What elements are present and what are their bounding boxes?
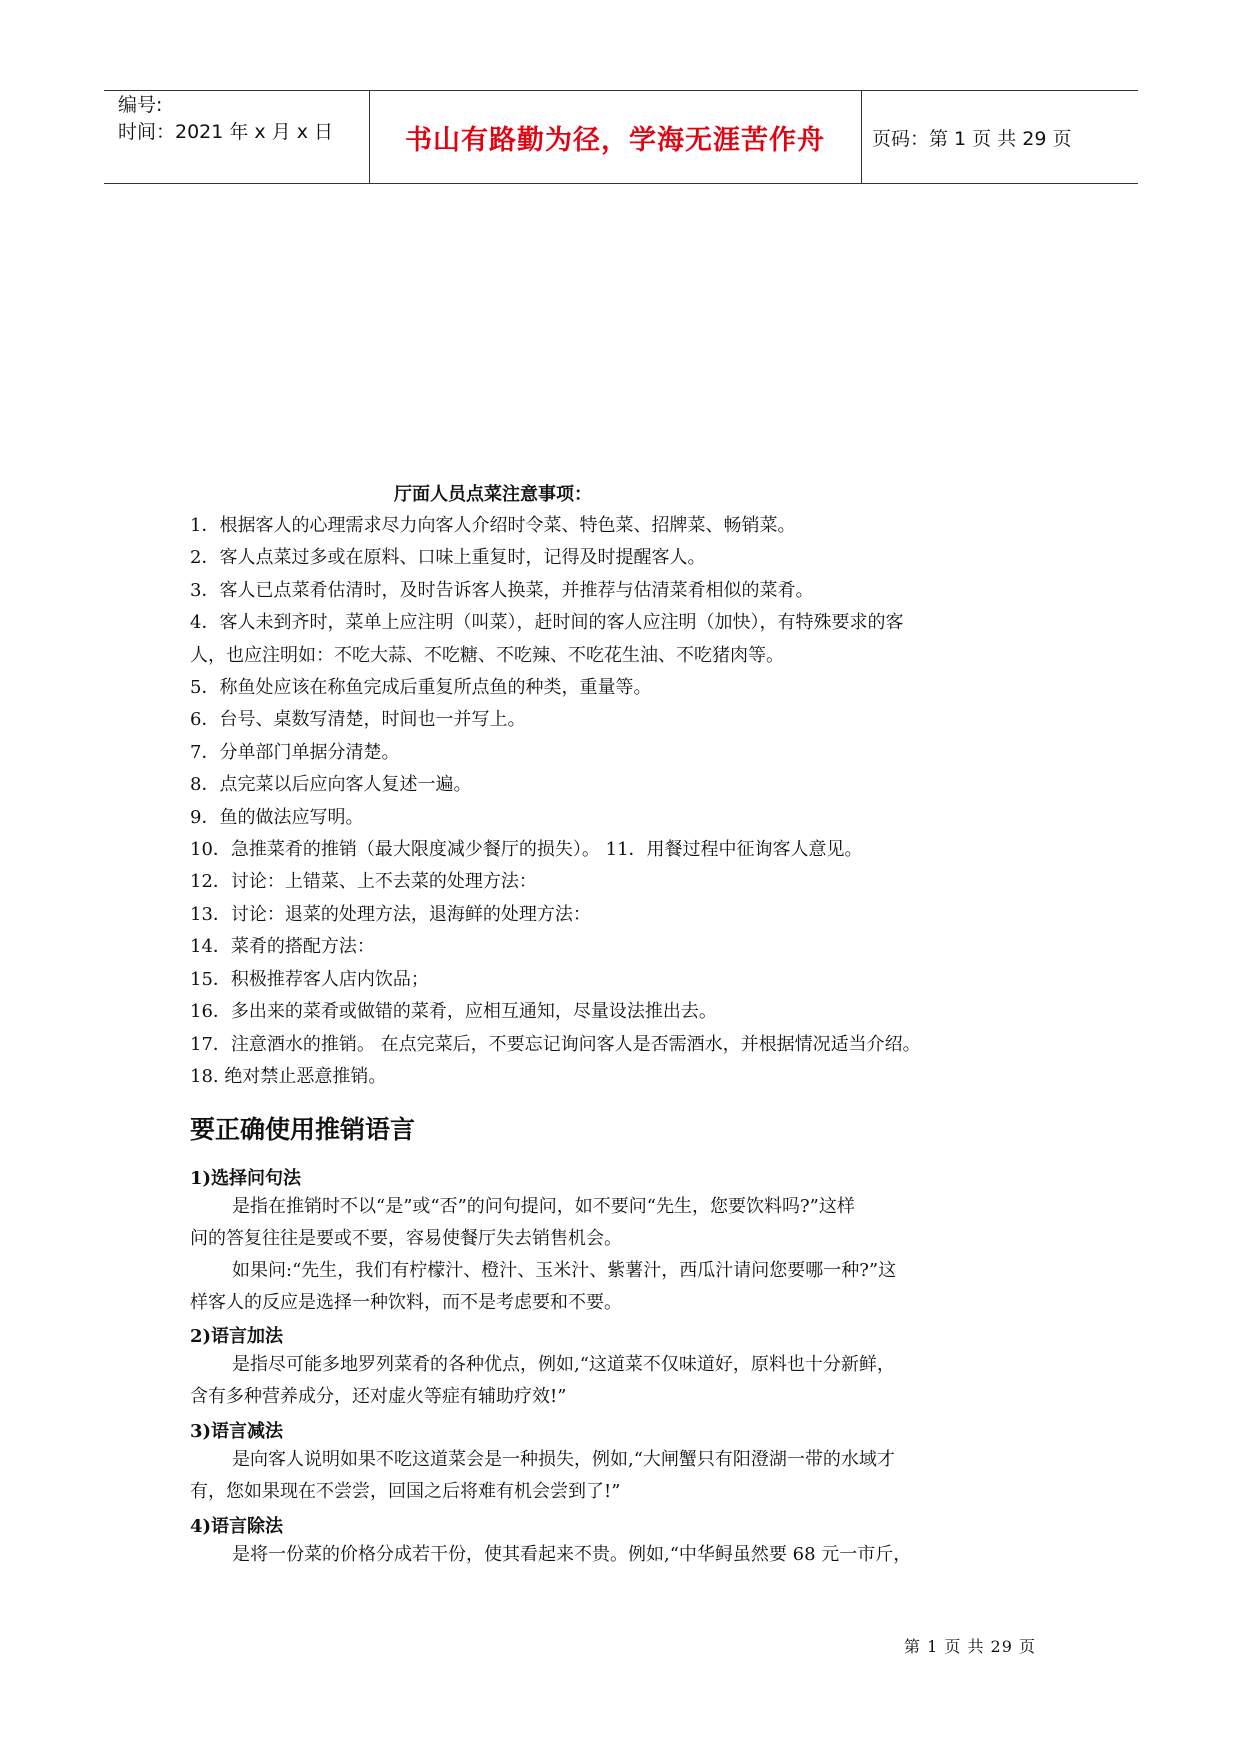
list-item: 17．注意酒水的推销。 在点完菜后，不要忘记询问客人是否需酒水，并根据情况适当介绍。 bbox=[190, 1033, 921, 1055]
list-item: 14．菜肴的搭配方法： bbox=[190, 936, 375, 958]
header-top-rule bbox=[104, 90, 1138, 91]
subsection-body-choice-question bbox=[190, 1191, 1070, 1319]
list-item: 6．台号、桌数写清楚，时间也一并写上。 bbox=[190, 709, 526, 731]
paragraph-line: 是向客人说明如果不吃这道菜会是一种损失，例如,“大闸蟹只有阳澄湖一带的水域才 bbox=[232, 1449, 895, 1470]
subsection-body-division bbox=[190, 1539, 1070, 1571]
list-item: 2．客人点菜过多或在原料、口味上重复时，记得及时提醒客人。 bbox=[190, 547, 706, 569]
paragraph-line: 是指在推销时不以“是”或“否”的问句提问，如不要问“先生，您要饮料吗?”这样 bbox=[232, 1196, 855, 1217]
list-item: 7．分单部门单据分清楚。 bbox=[190, 741, 400, 763]
subsection-body-subtraction bbox=[190, 1444, 1070, 1508]
header-page-number: 页码：第 1 页 共 29 页 bbox=[872, 128, 1072, 150]
paragraph-line: 含有多种营养成分，还对虚火等症有辅助疗效!” bbox=[190, 1386, 567, 1407]
paragraph-line: 样客人的反应是选择一种饮料，而不是考虑要和不要。 bbox=[190, 1292, 622, 1313]
subsection-heading-subtraction: 3)语言减法 bbox=[190, 1421, 284, 1442]
subsection-heading-division: 4)语言除法 bbox=[190, 1516, 284, 1537]
list-item: 4．客人未到齐时，菜单上应注明（叫菜），赶时间的客人应注明（加快），有特殊要求的客 bbox=[190, 612, 904, 634]
list-item: 8．点完菜以后应向客人复述一遍。 bbox=[190, 774, 472, 796]
document-time-label: 时间：2021 年 x 月 x 日 bbox=[118, 121, 334, 143]
header-divider-right bbox=[861, 90, 862, 183]
paragraph-line: 问的答复往往是要或不要，容易使餐厅失去销售机会。 bbox=[190, 1228, 622, 1249]
document-title: 厅面人员点菜注意事项： bbox=[394, 484, 592, 505]
header-motto: 书山有路勤为径，学海无涯苦作舟 bbox=[405, 125, 825, 156]
page-footer: 第 1 页 共 29 页 bbox=[904, 1637, 1036, 1656]
list-item: 13．讨论：退菜的处理方法，退海鲜的处理方法： bbox=[190, 903, 591, 925]
notes-list bbox=[190, 510, 1090, 1093]
list-item: 10．急推菜肴的推销（最大限度减少餐厅的损失）。 11．用餐过程中征询客人意见。 bbox=[190, 839, 863, 861]
list-item: 18. 绝对禁止恶意推销。 bbox=[190, 1065, 387, 1087]
list-item: 9．鱼的做法应写明。 bbox=[190, 806, 364, 828]
section-heading: 要正确使用推销语言 bbox=[190, 1115, 416, 1144]
header-meta bbox=[118, 92, 333, 146]
list-item: 3．客人已点菜肴估清时，及时告诉客人换菜，并推荐与估清菜肴相似的菜肴。 bbox=[190, 579, 814, 601]
paragraph-line: 是将一份菜的价格分成若干份，使其看起来不贵。例如,“中华鲟虽然要 68 元一市斤， bbox=[232, 1544, 912, 1565]
document-number-label: 编号: bbox=[118, 94, 163, 116]
list-item: 5．称鱼处应该在称鱼完成后重复所点鱼的种类，重量等。 bbox=[190, 677, 652, 699]
list-item: 12．讨论：上错菜、上不去菜的处理方法： bbox=[190, 871, 537, 893]
list-item: 16．多出来的菜肴或做错的菜肴，应相互通知，尽量设法推出去。 bbox=[190, 1001, 717, 1023]
list-item: 15．积极推荐客人店内饮品； bbox=[190, 968, 429, 990]
subsection-heading-choice-question: 1)选择问句法 bbox=[190, 1168, 302, 1189]
header-bottom-rule bbox=[104, 183, 1138, 184]
subsection-body-addition bbox=[190, 1349, 1070, 1413]
paragraph-line: 是指尽可能多地罗列菜肴的各种优点，例如,“这道菜不仅味道好，原料也十分新鲜， bbox=[232, 1354, 895, 1375]
subsection-heading-addition: 2)语言加法 bbox=[190, 1326, 284, 1347]
list-item: 人，也应注明如：不吃大蒜、不吃糖、不吃辣、不吃花生油、不吃猪肉等。 bbox=[190, 644, 784, 666]
paragraph-line: 有，您如果现在不尝尝，回国之后将难有机会尝到了!” bbox=[190, 1481, 621, 1502]
list-item: 1．根据客人的心理需求尽力向客人介绍时令菜、特色菜、招牌菜、畅销菜。 bbox=[190, 515, 796, 536]
paragraph-line: 如果问:“先生，我们有柠檬汁、橙汁、玉米汁、紫薯汁，西瓜汁请问您要哪一种?”这 bbox=[232, 1260, 897, 1281]
